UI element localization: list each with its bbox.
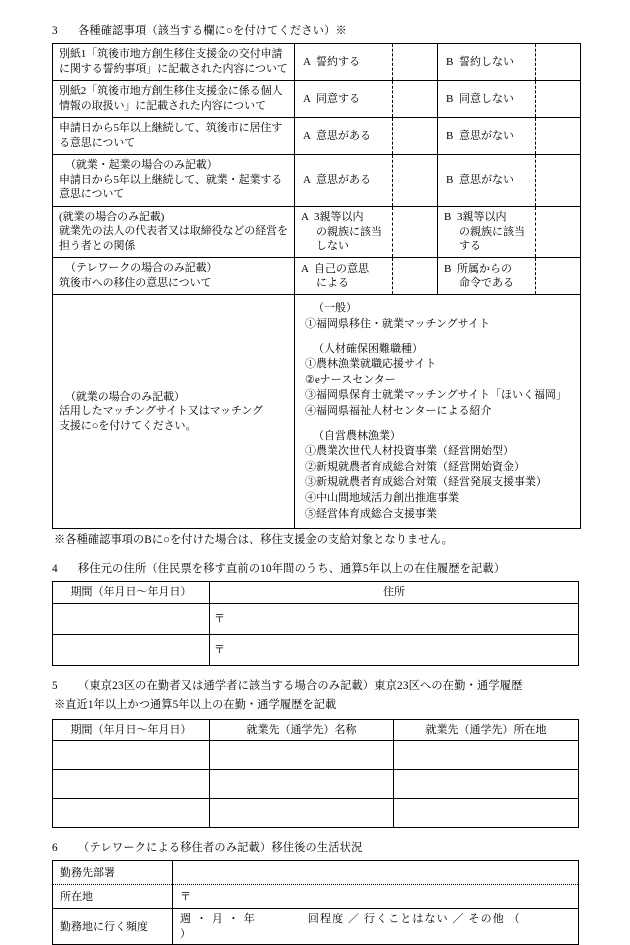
option-a-text-line3: しない (316, 240, 349, 253)
row-label-location: 所在地 (53, 885, 173, 909)
table-row (53, 885, 579, 909)
frequency-rest[interactable]: 回程度 ／ 行くことはない ／ その他 （ (307, 913, 521, 926)
table-row (53, 44, 581, 81)
group-2-title: （人材確保困難職種） (313, 342, 423, 355)
frequency-options (180, 913, 573, 940)
column-header-period: 期間（年月日～年月日） (53, 582, 210, 604)
matching-site-row (53, 295, 581, 529)
postal-code-mark: 〒 (180, 890, 191, 903)
option-a-mark-cell[interactable] (393, 44, 438, 81)
question-line-1: (就業の場合のみ記載) (59, 210, 165, 223)
table-header-row (53, 719, 579, 741)
frequency-close-paren: ） (180, 927, 193, 940)
question-line-2: 活用したマッチングサイト又はマッチング (59, 405, 263, 418)
option-a-text: 同意する (316, 92, 360, 105)
option-b-mark-cell[interactable] (536, 118, 581, 155)
confirmation-items-table (52, 43, 581, 529)
section-4-number: 4 (52, 562, 58, 575)
tokyo-work-history-table (52, 719, 579, 829)
postal-code-mark: 〒 (214, 612, 225, 625)
section-6-number: 6 (52, 842, 58, 855)
spacer (305, 420, 576, 429)
period-input[interactable] (53, 741, 210, 770)
option-a-mark-cell[interactable] (393, 118, 438, 155)
list-item[interactable]: ④福岡県福祉人材センターによる紹介 (305, 404, 492, 417)
option-b-label: B (444, 262, 452, 275)
section-5-note: ※直近1年以上かつ通算5年以上の在勤・通学履歴を記載 (54, 699, 337, 712)
option-b-cell[interactable] (438, 118, 536, 155)
option-a-label: A (301, 262, 309, 275)
option-a-cell[interactable] (295, 44, 393, 81)
previous-address-table (52, 581, 579, 666)
section-4-title: 移住元の住所（住民票を移す直前の10年間のうち、通算5年以上の在住履歴を記載） (78, 562, 506, 575)
option-a-text-line1: 3親等以内 (314, 211, 364, 224)
table-row (53, 155, 581, 207)
list-item[interactable]: ②eナースセンター (305, 373, 396, 386)
table-row (53, 118, 581, 155)
workplace-location-input[interactable] (394, 741, 579, 770)
table-row (53, 861, 579, 885)
option-a-text-line2: による (316, 277, 349, 290)
table-row (53, 741, 579, 770)
row-label-frequency: 勤務地に行く頻度 (53, 909, 173, 945)
option-b-mark-cell[interactable] (536, 44, 581, 81)
column-header-name: 就業先（通学先）名称 (210, 719, 394, 741)
question-cell (53, 258, 295, 295)
option-a-mark-cell[interactable] (393, 81, 438, 118)
section-6-title: （テレワークによる移住者のみ記載）移住後の生活状況 (78, 842, 363, 855)
option-b-label: B (446, 55, 454, 68)
group-1-title: （一般） (313, 302, 357, 315)
option-a-label: A (303, 129, 311, 142)
option-a-cell[interactable] (295, 118, 393, 155)
option-a-cell[interactable] (295, 81, 393, 118)
workplace-name-input[interactable] (210, 799, 394, 828)
option-a-label: A (303, 55, 311, 68)
table-row (53, 770, 579, 799)
option-b-cell[interactable] (438, 155, 536, 207)
section-3-number: 3 (52, 25, 58, 37)
workplace-location-input[interactable] (394, 770, 579, 799)
list-item[interactable]: ④中山間地域活力創出推進事業 (305, 492, 459, 505)
workplace-location-input[interactable] (394, 799, 579, 828)
section-5-title: （東京23区の在勤者又は通学者に該当する場合のみ記載）東京23区への在勤・通学履歴 (78, 680, 523, 693)
column-header-location: 就業先（通学先）所在地 (394, 719, 579, 741)
question-cell: 申請日から5年以上継続して、筑後市に居住する意思について (53, 118, 295, 155)
question-line-1: （就業の場合のみ記載） (65, 390, 185, 403)
postal-code-mark: 〒 (214, 643, 225, 656)
question-cell (53, 155, 295, 207)
table-row (53, 635, 579, 666)
option-b-text-line1: 3親等以内 (457, 211, 507, 224)
list-item[interactable]: ③新規就農者育成総合対策（経営発展支援事業） (305, 476, 547, 489)
section-4-heading (52, 562, 578, 577)
option-b-text-line2: の親族に該当 (459, 225, 525, 238)
option-b-cell[interactable] (438, 258, 536, 295)
frequency-units[interactable]: 週 ・ 月 ・ 年 (180, 913, 256, 926)
option-b-cell[interactable] (438, 81, 536, 118)
table-row (53, 206, 581, 258)
list-item[interactable]: ⑤経営体育成総合支援事業 (305, 507, 437, 520)
department-input[interactable] (173, 861, 579, 885)
option-a-text (301, 210, 390, 254)
location-input[interactable] (173, 885, 579, 909)
list-item[interactable]: ①農林漁業就職応援サイト (305, 358, 437, 371)
option-b-text: 意思がない (459, 174, 514, 187)
section-3-title: 各種確認事項（該当する欄に○を付けてください）※ (78, 25, 347, 37)
option-a-cell[interactable] (295, 155, 393, 207)
table-row (53, 81, 581, 118)
option-a-mark-cell[interactable] (393, 206, 438, 258)
option-a-mark-cell[interactable] (393, 258, 438, 295)
option-a-cell[interactable] (295, 258, 393, 295)
workplace-name-input[interactable] (210, 741, 394, 770)
table-row (53, 909, 579, 945)
question-cell: 別紙1「筑後市地方創生移住支援金の交付申請に関する誓約事項」に記載された内容について (53, 44, 295, 81)
question-line-2: 筑後市への移住の意思について (59, 276, 212, 289)
list-item[interactable]: ①福岡県移住・就業マッチングサイト (305, 317, 491, 330)
option-b-mark-cell[interactable] (536, 81, 581, 118)
spacer (305, 333, 576, 342)
table-row (53, 258, 581, 295)
list-item[interactable]: ②新規就農者育成総合対策（経営開始資金） (305, 460, 525, 473)
option-a-text-line2: の親族に該当 (316, 225, 382, 238)
option-b-text-line2: 命令である (459, 277, 514, 290)
section-6-heading (52, 841, 578, 856)
workplace-name-input[interactable] (210, 770, 394, 799)
frequency-input[interactable] (173, 909, 579, 945)
list-item[interactable]: ③福岡県保育士就業マッチングサイト「ほいく福岡」 (305, 389, 568, 402)
option-b-label: B (446, 92, 454, 105)
option-b-label: B (446, 174, 454, 187)
option-b-cell[interactable] (438, 206, 536, 258)
column-header-address: 住所 (210, 582, 579, 604)
option-a-cell[interactable] (295, 206, 393, 258)
address-input[interactable] (210, 635, 579, 666)
table-header-row (53, 582, 579, 604)
option-b-text: 誓約しない (459, 55, 514, 68)
question-cell (53, 206, 295, 258)
list-item[interactable]: ①農業次世代人材投資事業（経営開始型） (305, 445, 514, 458)
option-b-label: B (444, 211, 452, 224)
option-b-text (444, 210, 533, 254)
section-3-footnote: ※各種確認事項のBに○を付けた場合は、移住支援金の支給対象となりません。 (54, 534, 453, 547)
section-5-heading (52, 679, 578, 694)
question-cell (53, 295, 295, 529)
option-b-mark-cell[interactable] (536, 155, 581, 207)
option-b-text (444, 262, 533, 291)
question-line-3: 支援に○を付けてください。 (59, 419, 197, 432)
column-header-period: 期間（年月日～年月日） (53, 719, 210, 741)
option-b-mark-cell[interactable] (536, 258, 581, 295)
period-input[interactable] (53, 635, 210, 666)
matching-site-list[interactable] (295, 295, 581, 529)
option-a-label: A (303, 174, 311, 187)
question-line-2: 就業先の法人の代表者又は取締役などの経営を担う者との関係 (59, 225, 288, 252)
table-row (53, 604, 579, 635)
option-a-text (301, 262, 390, 291)
option-b-text-line1: 所属からの (457, 262, 512, 275)
group-3-title: （自営農林漁業） (313, 429, 401, 442)
option-a-text: 誓約する (316, 55, 360, 68)
period-input[interactable] (53, 604, 210, 635)
option-b-text: 同意しない (459, 92, 514, 105)
option-b-mark-cell[interactable] (536, 206, 581, 258)
option-b-text-line3: する (459, 240, 481, 253)
table-row (53, 799, 579, 828)
row-label-department: 勤務先部署 (53, 861, 173, 885)
option-b-cell[interactable] (438, 44, 536, 81)
question-line-1: （テレワークの場合のみ記載） (65, 262, 218, 275)
option-b-label: B (446, 129, 454, 142)
option-a-mark-cell[interactable] (393, 155, 438, 207)
question-line-2: 申請日から5年以上継続して、就業・起業する意思について (59, 173, 283, 201)
section-3-heading (52, 24, 578, 39)
question-cell: 別紙2「筑後市地方創生移住支援金に係る個人情報の取扱い」に記載された内容について (53, 81, 295, 118)
section-5-number: 5 (52, 680, 58, 693)
option-a-text: 意思がある (316, 174, 371, 187)
option-a-label: A (301, 211, 309, 224)
question-line-1: （就業・起業の場合のみ記載） (65, 159, 218, 172)
period-input[interactable] (53, 770, 210, 799)
option-a-text: 意思がある (316, 129, 371, 142)
option-b-text: 意思がない (459, 129, 514, 142)
address-input[interactable] (210, 604, 579, 635)
period-input[interactable] (53, 799, 210, 828)
option-a-text-line1: 自己の意思 (314, 262, 369, 275)
option-a-label: A (303, 92, 311, 105)
